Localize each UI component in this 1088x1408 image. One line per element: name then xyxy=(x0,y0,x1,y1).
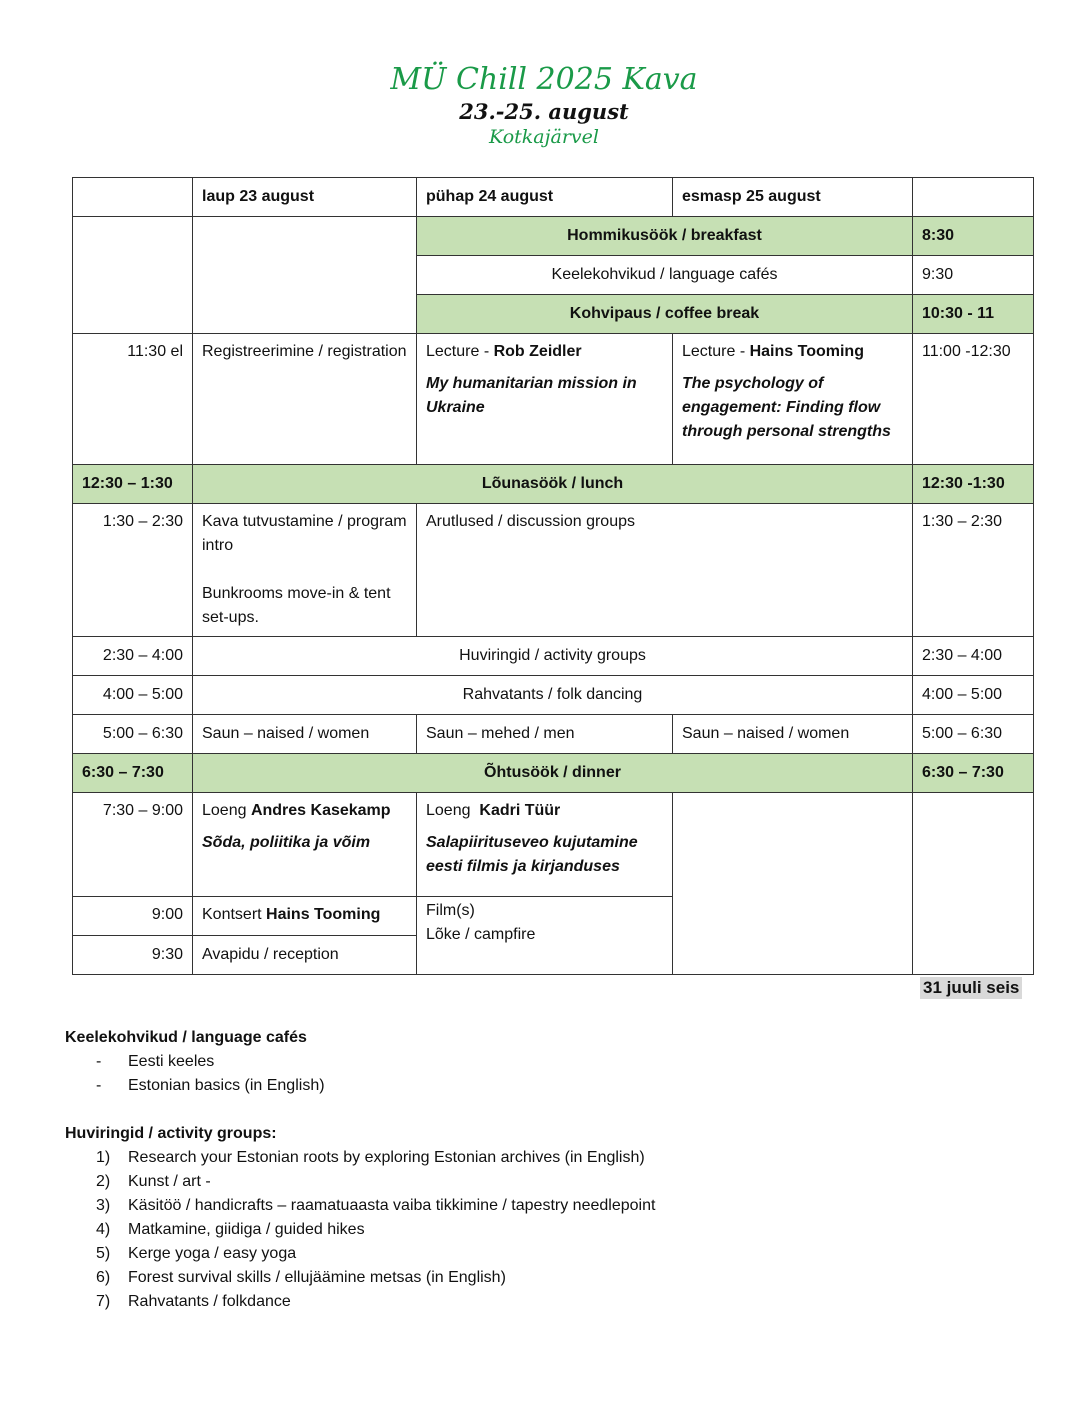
lecture-kasekamp-cell xyxy=(193,793,417,897)
discussion-groups-cell: Arutlused / discussion groups xyxy=(417,504,913,637)
language-cafe-cell: Keelekohvikud / language cafés xyxy=(417,256,913,295)
table-header-row xyxy=(73,178,1034,217)
speaker-name: Rob Zeidler xyxy=(493,343,582,360)
lecture-title: My humanitarian mission in Ukraine xyxy=(426,375,637,416)
program-intro-text: Kava tutvustamine / program intro xyxy=(202,513,407,554)
program-intro-cell xyxy=(193,504,417,637)
time-cell: 5:00 – 6:30 xyxy=(73,715,193,754)
time-cell: 5:00 – 6:30 xyxy=(913,715,1034,754)
document-title: MÜ Chill 2025 Kava xyxy=(390,62,698,97)
breakfast-cell: Hommikusöök / breakfast xyxy=(417,217,913,256)
dinner-row xyxy=(73,754,1034,793)
lecture-zeidler-cell xyxy=(417,334,673,465)
concert-cell xyxy=(193,897,417,936)
table-row xyxy=(73,334,1034,465)
list-item: - Estonian basics (in English) xyxy=(96,1077,325,1094)
time-cell: 7:30 – 9:00 xyxy=(73,793,193,897)
lecture-tooming-cell xyxy=(673,334,913,465)
empty-cell xyxy=(193,217,417,334)
time-cell: 1:30 – 2:30 xyxy=(913,504,1034,637)
films-text: Film(s) xyxy=(426,902,475,919)
list-item: 4) Matkamine, giidiga / guided hikes xyxy=(96,1221,365,1238)
lunch-row xyxy=(73,465,1034,504)
reception-cell: Avapidu / reception xyxy=(193,936,417,975)
time-cell: 6:30 – 7:30 xyxy=(73,754,193,793)
day-header-sun: pühap 24 august xyxy=(417,178,673,217)
sauna-sun-cell: Saun – mehed / men xyxy=(417,715,673,754)
speaker-name: Andres Kasekamp xyxy=(250,802,391,819)
time-cell: 12:30 – 1:30 xyxy=(73,465,193,504)
lecture-title: Salapiirituseveo kujutamine eesti filmis ja kirjanduses xyxy=(426,834,638,875)
section-heading: Huviringid / activity groups: xyxy=(65,1125,277,1142)
table-row xyxy=(73,715,1034,754)
performer-name: Hains Tooming xyxy=(266,906,381,923)
empty-cell xyxy=(913,793,1034,975)
dinner-cell: Õhtusöök / dinner xyxy=(193,754,913,793)
table-row xyxy=(73,676,1034,715)
day-header-mon: esmasp 25 august xyxy=(673,178,913,217)
list-item: 2) Kunst / art - xyxy=(96,1173,211,1190)
list-item: 3) Käsitöö / handicrafts – raamatuaasta vaiba tikkimine / tapestry needlepoint xyxy=(96,1197,656,1214)
event-dates: 23.-25. august xyxy=(459,99,629,124)
empty-cell xyxy=(73,178,193,217)
lecture-label: Lecture - xyxy=(682,343,750,360)
day-header-sat: laup 23 august xyxy=(193,178,417,217)
bunkrooms-text: Bunkrooms move-in & tent set-ups. xyxy=(202,585,391,626)
language-cafe-time: 9:30 xyxy=(913,256,1034,295)
breakfast-time: 8:30 xyxy=(913,217,1034,256)
time-cell: 11:30 el xyxy=(73,334,193,465)
list-item: 5) Kerge yoga / easy yoga xyxy=(96,1245,297,1262)
table-row xyxy=(73,504,1034,637)
lecture-title: Sõda, poliitika ja võim xyxy=(202,834,371,851)
table-row xyxy=(73,793,1034,897)
list-item: - Eesti keeles xyxy=(96,1053,215,1070)
concert-label: Kontsert xyxy=(202,906,267,923)
coffee-break-time: 10:30 - 11 xyxy=(913,295,1034,334)
list-item: 1) Research your Estonian roots by exploring Estonian archives (in English) xyxy=(96,1149,645,1166)
language-cafes-section xyxy=(65,1026,325,1098)
list-item: 6) Forest survival skills / ellujäämine metsas (in English) xyxy=(96,1269,506,1286)
lecture-tuur-cell xyxy=(417,793,673,897)
films-campfire-cell xyxy=(417,897,673,975)
schedule-table xyxy=(72,177,1034,975)
campfire-text: Lõke / campfire xyxy=(426,926,536,943)
time-cell: 12:30 -1:30 xyxy=(913,465,1034,504)
registration-cell: Registreerimine / registration xyxy=(193,334,417,465)
activity-groups-cell: Huviringid / activity groups xyxy=(193,637,913,676)
time-cell: 4:00 – 5:00 xyxy=(913,676,1034,715)
lecture-label: Loeng xyxy=(426,802,480,819)
time-cell: 2:30 – 4:00 xyxy=(73,637,193,676)
time-cell: 1:30 – 2:30 xyxy=(73,504,193,637)
time-cell: 9:30 xyxy=(73,936,193,975)
speaker-name: Hains Tooming xyxy=(749,343,864,360)
time-cell: 6:30 – 7:30 xyxy=(913,754,1034,793)
list-item: 7) Rahvatants / folkdance xyxy=(96,1293,291,1310)
time-cell: 11:00 -12:30 xyxy=(913,334,1034,465)
lecture-label: Loeng xyxy=(202,802,251,819)
time-cell: 9:00 xyxy=(73,897,193,936)
coffee-break-cell: Kohvipaus / coffee break xyxy=(417,295,913,334)
time-cell: 4:00 – 5:00 xyxy=(73,676,193,715)
sauna-sat-cell: Saun – naised / women xyxy=(193,715,417,754)
speaker-name: Kadri Tüür xyxy=(479,802,561,819)
table-row xyxy=(73,217,1034,256)
lecture-label: Lecture - xyxy=(426,343,494,360)
lunch-cell: Lõunasöök / lunch xyxy=(193,465,913,504)
section-heading: Keelekohvikud / language cafés xyxy=(65,1029,307,1046)
empty-cell xyxy=(673,793,913,975)
activity-groups-section xyxy=(65,1122,655,1314)
empty-cell xyxy=(913,178,1034,217)
table-row xyxy=(73,637,1034,676)
time-cell: 2:30 – 4:00 xyxy=(913,637,1034,676)
event-location: Kotkajärvel xyxy=(489,126,599,148)
status-date-stamp: 31 juuli seis xyxy=(920,977,1022,999)
sauna-mon-cell: Saun – naised / women xyxy=(673,715,913,754)
empty-cell xyxy=(73,217,193,334)
folk-dancing-cell: Rahvatants / folk dancing xyxy=(193,676,913,715)
lecture-title: The psychology of engagement: Finding flow through personal strengths xyxy=(682,375,891,440)
